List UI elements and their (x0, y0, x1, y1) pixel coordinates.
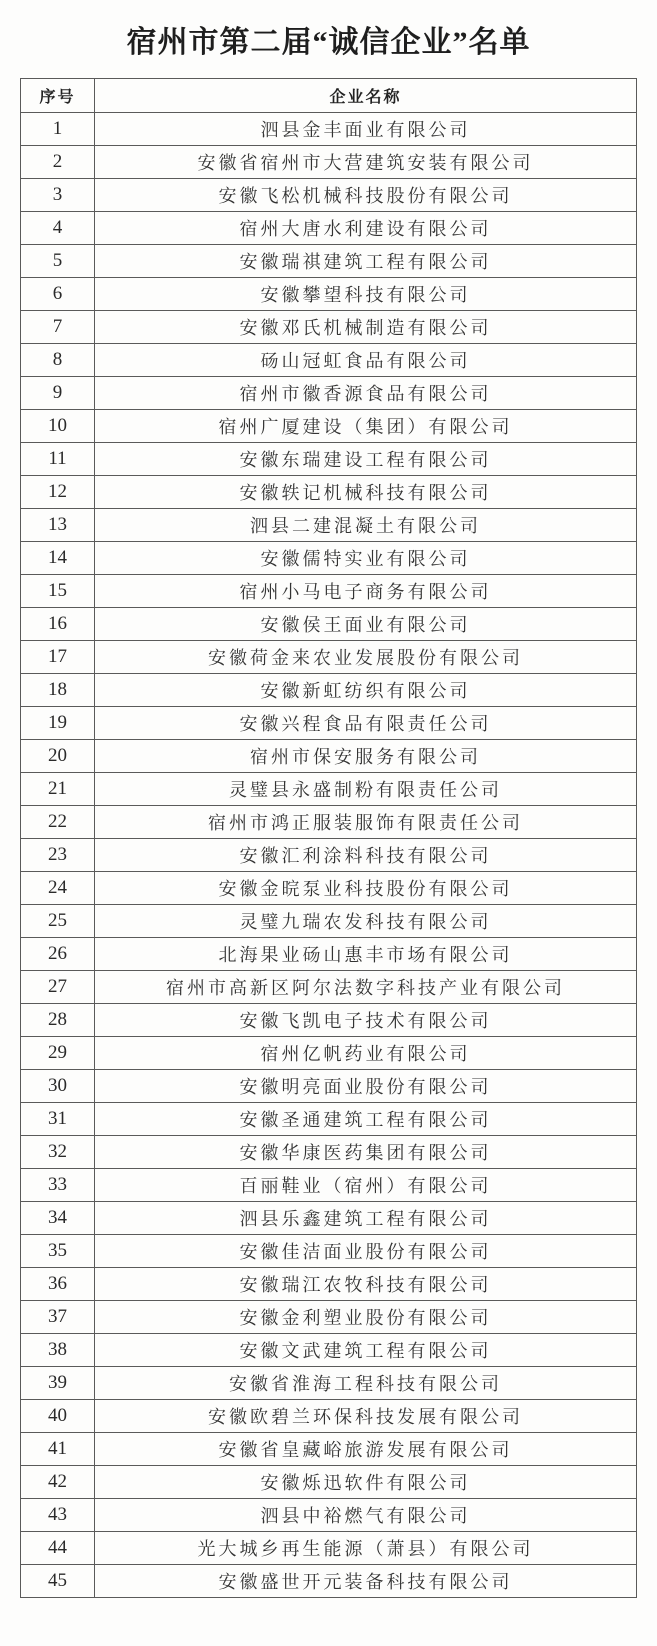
company-name: 安徽荷金来农业发展股份有限公司 (95, 641, 637, 674)
page-title: 宿州市第二届“诚信企业”名单 (126, 26, 531, 59)
table-row (21, 311, 637, 344)
company-name: 宿州广厦建设（集团）有限公司 (95, 410, 637, 443)
company-name: 泗县乐鑫建筑工程有限公司 (95, 1202, 637, 1235)
row-index: 29 (21, 1037, 95, 1070)
table-row (21, 1136, 637, 1169)
table-row (21, 1466, 637, 1499)
row-index: 35 (21, 1235, 95, 1268)
table-row (21, 410, 637, 443)
row-index: 16 (21, 608, 95, 641)
column-header-index: 序号 (21, 79, 95, 113)
row-index: 43 (21, 1499, 95, 1532)
company-name: 安徽侯王面业有限公司 (95, 608, 637, 641)
row-index: 9 (21, 377, 95, 410)
row-index: 21 (21, 773, 95, 806)
company-name: 安徽明亮面业股份有限公司 (95, 1070, 637, 1103)
company-name: 安徽飞凯电子技术有限公司 (95, 1004, 637, 1037)
row-index: 14 (21, 542, 95, 575)
row-index: 2 (21, 146, 95, 179)
company-name: 宿州亿帆药业有限公司 (95, 1037, 637, 1070)
company-name: 灵璧九瑞农发科技有限公司 (95, 905, 637, 938)
row-index: 17 (21, 641, 95, 674)
company-name: 安徽文武建筑工程有限公司 (95, 1334, 637, 1367)
company-name: 安徽金晥泵业科技股份有限公司 (95, 872, 637, 905)
table-row (21, 1070, 637, 1103)
company-name: 砀山冠虹食品有限公司 (95, 344, 637, 377)
table-row (21, 1037, 637, 1070)
row-index: 24 (21, 872, 95, 905)
row-index: 13 (21, 509, 95, 542)
row-index: 7 (21, 311, 95, 344)
table-row (21, 443, 637, 476)
company-name: 北海果业砀山惠丰市场有限公司 (95, 938, 637, 971)
row-index: 25 (21, 905, 95, 938)
table-row (21, 1400, 637, 1433)
company-name: 安徽省宿州市大营建筑安装有限公司 (95, 146, 637, 179)
row-index: 23 (21, 839, 95, 872)
table-row (21, 179, 637, 212)
company-name: 宿州市徽香源食品有限公司 (95, 377, 637, 410)
row-index: 11 (21, 443, 95, 476)
table-row (21, 542, 637, 575)
company-name: 安徽省淮海工程科技有限公司 (95, 1367, 637, 1400)
row-index: 22 (21, 806, 95, 839)
company-name: 安徽瑞江农牧科技有限公司 (95, 1268, 637, 1301)
row-index: 20 (21, 740, 95, 773)
table-row (21, 1334, 637, 1367)
company-name: 安徽省皇藏峪旅游发展有限公司 (95, 1433, 637, 1466)
row-index: 28 (21, 1004, 95, 1037)
row-index: 31 (21, 1103, 95, 1136)
company-name: 百丽鞋业（宿州）有限公司 (95, 1169, 637, 1202)
company-name: 安徽轶记机械科技有限公司 (95, 476, 637, 509)
row-index: 27 (21, 971, 95, 1004)
table-row (21, 278, 637, 311)
company-name: 安徽攀望科技有限公司 (95, 278, 637, 311)
company-name: 安徽儒特实业有限公司 (95, 542, 637, 575)
company-name: 宿州小马电子商务有限公司 (95, 575, 637, 608)
row-index: 44 (21, 1532, 95, 1565)
company-name: 安徽邓氏机械制造有限公司 (95, 311, 637, 344)
row-index: 33 (21, 1169, 95, 1202)
table-row (21, 1103, 637, 1136)
table-row (21, 1367, 637, 1400)
row-index: 6 (21, 278, 95, 311)
row-index: 1 (21, 113, 95, 146)
table-row (21, 113, 637, 146)
company-name: 泗县二建混凝土有限公司 (95, 509, 637, 542)
table-row (21, 740, 637, 773)
company-name: 泗县金丰面业有限公司 (95, 113, 637, 146)
row-index: 18 (21, 674, 95, 707)
company-name: 宿州市高新区阿尔法数字科技产业有限公司 (95, 971, 637, 1004)
table-row (21, 1202, 637, 1235)
company-name: 光大城乡再生能源（萧县）有限公司 (95, 1532, 637, 1565)
table-row (21, 1301, 637, 1334)
row-index: 42 (21, 1466, 95, 1499)
row-index: 26 (21, 938, 95, 971)
table-row (21, 377, 637, 410)
company-name: 安徽欧碧兰环保科技发展有限公司 (95, 1400, 637, 1433)
row-index: 37 (21, 1301, 95, 1334)
row-index: 34 (21, 1202, 95, 1235)
row-index: 4 (21, 212, 95, 245)
table-body (21, 113, 637, 1598)
company-name: 宿州市鸿正服装服饰有限责任公司 (95, 806, 637, 839)
row-index: 41 (21, 1433, 95, 1466)
table-row (21, 674, 637, 707)
company-name: 安徽佳洁面业股份有限公司 (95, 1235, 637, 1268)
company-name: 安徽东瑞建设工程有限公司 (95, 443, 637, 476)
table-row (21, 245, 637, 278)
table-row (21, 773, 637, 806)
table-row (21, 1565, 637, 1598)
row-index: 38 (21, 1334, 95, 1367)
table-row (21, 509, 637, 542)
table-row (21, 938, 637, 971)
company-name: 安徽华康医药集团有限公司 (95, 1136, 637, 1169)
row-index: 10 (21, 410, 95, 443)
company-name: 安徽烁迅软件有限公司 (95, 1466, 637, 1499)
company-name: 泗县中裕燃气有限公司 (95, 1499, 637, 1532)
row-index: 5 (21, 245, 95, 278)
company-name: 宿州市保安服务有限公司 (95, 740, 637, 773)
table-row (21, 1235, 637, 1268)
table-row (21, 575, 637, 608)
table-row (21, 608, 637, 641)
table-row (21, 641, 637, 674)
column-header-company-name: 企业名称 (95, 79, 637, 113)
table-row (21, 1433, 637, 1466)
company-name: 安徽汇利涂料科技有限公司 (95, 839, 637, 872)
table-row (21, 1268, 637, 1301)
table-row (21, 806, 637, 839)
row-index: 39 (21, 1367, 95, 1400)
company-name: 安徽瑞祺建筑工程有限公司 (95, 245, 637, 278)
row-index: 19 (21, 707, 95, 740)
table-row (21, 146, 637, 179)
row-index: 40 (21, 1400, 95, 1433)
table-row (21, 971, 637, 1004)
table-row (21, 1532, 637, 1565)
table-row (21, 839, 637, 872)
company-name: 宿州大唐水利建设有限公司 (95, 212, 637, 245)
table-row (21, 212, 637, 245)
row-index: 45 (21, 1565, 95, 1598)
table-header-row (21, 79, 637, 113)
company-name: 安徽飞松机械科技股份有限公司 (95, 179, 637, 212)
table-row (21, 1004, 637, 1037)
company-name: 灵璧县永盛制粉有限责任公司 (95, 773, 637, 806)
row-index: 8 (21, 344, 95, 377)
row-index: 15 (21, 575, 95, 608)
row-index: 32 (21, 1136, 95, 1169)
table-row (21, 905, 637, 938)
company-name: 安徽圣通建筑工程有限公司 (95, 1103, 637, 1136)
row-index: 30 (21, 1070, 95, 1103)
table-row (21, 476, 637, 509)
table-row (21, 344, 637, 377)
row-index: 12 (21, 476, 95, 509)
table-row (21, 1169, 637, 1202)
row-index: 3 (21, 179, 95, 212)
enterprise-table (20, 78, 637, 1598)
company-name: 安徽兴程食品有限责任公司 (95, 707, 637, 740)
company-name: 安徽盛世开元装备科技有限公司 (95, 1565, 637, 1598)
company-name: 安徽新虹纺织有限公司 (95, 674, 637, 707)
table-row (21, 707, 637, 740)
row-index: 36 (21, 1268, 95, 1301)
company-name: 安徽金利塑业股份有限公司 (95, 1301, 637, 1334)
table-row (21, 1499, 637, 1532)
table-row (21, 872, 637, 905)
